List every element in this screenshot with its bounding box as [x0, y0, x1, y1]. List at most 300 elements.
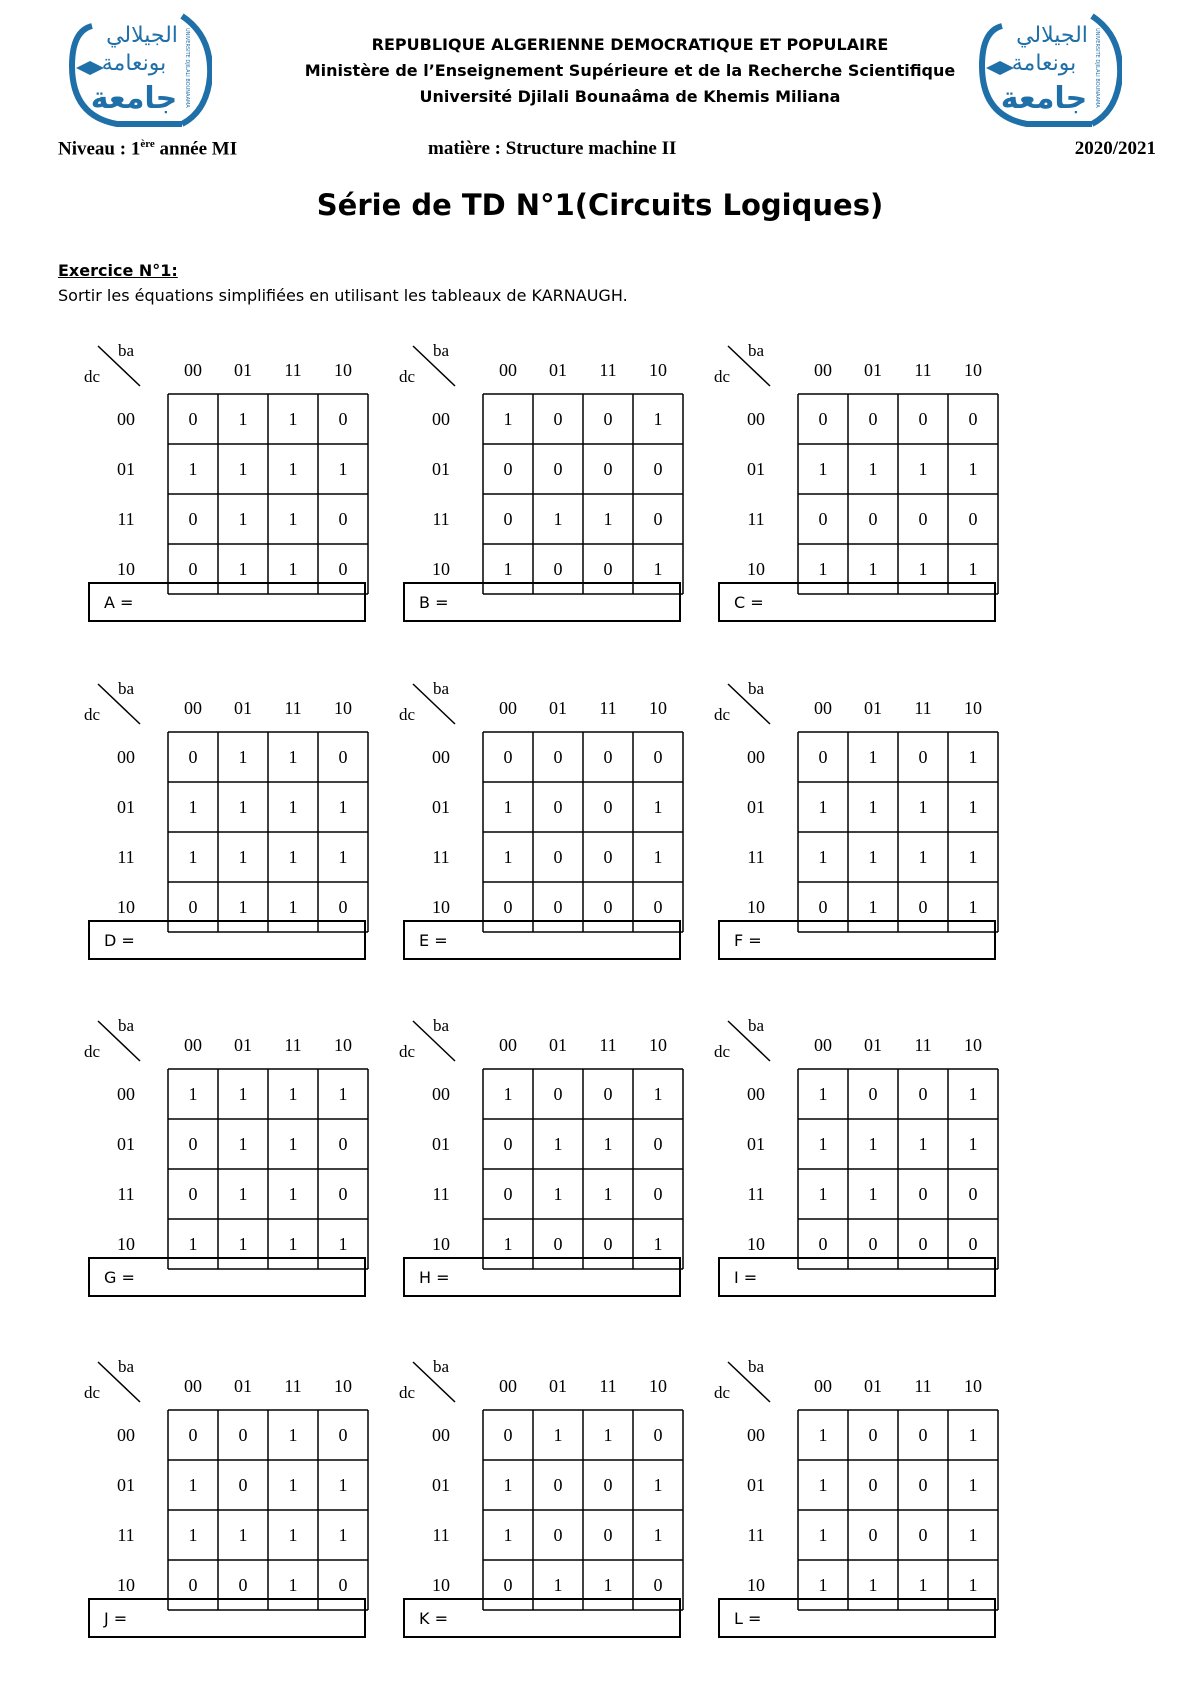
kmap-cell-value: 1	[238, 797, 248, 817]
kmap-column-header: 10	[334, 360, 352, 380]
kmap-column-header: 10	[964, 698, 982, 718]
kmap-column-header: 01	[549, 1376, 567, 1396]
kmap-column-header: 10	[649, 1376, 667, 1396]
kmap-cell-value: 0	[188, 1134, 198, 1154]
kmap-cell-value: 0	[818, 409, 828, 429]
kmap-cell-value: 0	[968, 409, 978, 429]
exercise-description: Sortir les équations simplifiées en utilisant les tableaux de KARNAUGH.	[58, 286, 628, 305]
karnaugh-table	[68, 1358, 368, 1598]
kmap-row-header: 10	[432, 559, 450, 579]
kmap-cell-value: 1	[238, 1134, 248, 1154]
equation-label: I =	[734, 1268, 758, 1287]
kmap-column-header: 10	[964, 1376, 982, 1396]
kmap-cell-value: 0	[338, 1425, 348, 1445]
kmap-cell-value: 1	[188, 1084, 198, 1104]
kmap-cell-value: 1	[238, 897, 248, 917]
kmap-cell-value: 1	[868, 1184, 878, 1204]
kmap-row-header: 10	[747, 1234, 765, 1254]
karnaugh-map	[383, 1017, 683, 1317]
kmap-row-variable: dc	[713, 705, 731, 724]
equation-label: E =	[419, 931, 448, 950]
kmap-cell-value: 1	[553, 1575, 563, 1595]
kmap-cell-value: 1	[603, 1575, 613, 1595]
header-university: Université Djilali Bounaâma de Khemis Miliana	[419, 87, 841, 106]
kmap-row-header: 10	[432, 1575, 450, 1595]
kmap-cell-value: 1	[288, 797, 298, 817]
header-republic: REPUBLIQUE ALGERIENNE DEMOCRATIQUE ET POPULAIRE	[371, 35, 889, 54]
subject-label: matière : Structure machine II	[428, 138, 677, 159]
svg-text:UNIVERSITE DJILALI BOUNAAMA: UNIVERSITE DJILALI BOUNAAMA	[184, 28, 190, 108]
kmap-column-header: 11	[284, 360, 302, 380]
kmap-row-header: 10	[747, 1575, 765, 1595]
karnaugh-map	[68, 680, 368, 980]
kmap-cell-value: 0	[918, 747, 928, 767]
kmap-cell-value: 1	[968, 559, 978, 579]
kmap-cell-value: 0	[503, 459, 513, 479]
kmap-column-header: 10	[334, 1035, 352, 1055]
kmap-cell-value: 1	[288, 459, 298, 479]
kmap-cell-value: 1	[603, 1184, 613, 1204]
kmap-cell-value: 1	[968, 1575, 978, 1595]
equation-answer-box[interactable]	[403, 582, 681, 622]
kmap-cell-value: 0	[603, 897, 613, 917]
kmap-cell-value: 1	[818, 1525, 828, 1545]
kmap-cell-value: 0	[918, 1184, 928, 1204]
kmap-cell-value: 1	[288, 847, 298, 867]
kmap-column-header: 10	[649, 360, 667, 380]
svg-text:الجيلالي: الجيلالي	[1016, 23, 1088, 48]
kmap-cell-value: 0	[553, 409, 563, 429]
svg-text:جامعة: جامعة	[1000, 81, 1088, 116]
kmap-cell-value: 1	[918, 797, 928, 817]
kmap-column-header: 00	[499, 1035, 517, 1055]
equation-label: A =	[104, 593, 134, 612]
kmap-cell-value: 1	[868, 797, 878, 817]
kmap-cell-value: 0	[188, 509, 198, 529]
kmap-column-header: 00	[814, 360, 832, 380]
kmap-row-header: 01	[432, 797, 450, 817]
kmap-cell-value: 1	[238, 747, 248, 767]
kmap-cell-value: 1	[188, 1525, 198, 1545]
kmap-row-variable: dc	[398, 1383, 416, 1402]
kmap-cell-value: 1	[868, 1134, 878, 1154]
kmap-column-header: 11	[914, 698, 932, 718]
kmap-cell-value: 0	[238, 1575, 248, 1595]
kmap-row-header: 01	[117, 459, 135, 479]
kmap-column-variable: ba	[117, 679, 135, 698]
kmap-cell-value: 0	[338, 1575, 348, 1595]
kmap-column-variable: ba	[117, 1357, 135, 1376]
kmap-cell-value: 1	[653, 1525, 663, 1545]
kmap-column-variable: ba	[747, 1016, 765, 1035]
kmap-row-header: 01	[747, 1134, 765, 1154]
karnaugh-map	[698, 342, 998, 642]
kmap-row-header: 00	[747, 1425, 765, 1445]
kmap-row-header: 01	[117, 797, 135, 817]
kmap-column-header: 11	[599, 360, 617, 380]
equation-answer-box[interactable]	[88, 920, 366, 960]
kmap-row-variable: dc	[713, 1042, 731, 1061]
kmap-cell-value: 0	[188, 559, 198, 579]
kmap-column-header: 00	[814, 1376, 832, 1396]
kmap-cell-value: 1	[338, 847, 348, 867]
karnaugh-table	[383, 1017, 683, 1257]
kmap-cell-value: 1	[818, 459, 828, 479]
kmap-cell-value: 0	[653, 897, 663, 917]
kmap-row-header: 10	[117, 559, 135, 579]
equation-answer-box[interactable]	[718, 920, 996, 960]
kmap-cell-value: 1	[238, 1084, 248, 1104]
kmap-cell-value: 1	[238, 1184, 248, 1204]
kmap-column-header: 10	[649, 1035, 667, 1055]
kmap-cell-value: 1	[603, 1134, 613, 1154]
exercise-title: Exercice N°1:	[58, 261, 178, 280]
kmap-cell-value: 0	[653, 1134, 663, 1154]
kmap-row-header: 00	[432, 1425, 450, 1445]
kmap-row-header: 11	[117, 509, 135, 529]
kmap-row-header: 11	[117, 847, 135, 867]
kmap-column-header: 11	[599, 1035, 617, 1055]
kmap-cell-value: 0	[338, 559, 348, 579]
kmap-cell-value: 1	[288, 409, 298, 429]
kmap-row-header: 00	[747, 1084, 765, 1104]
kmap-cell-value: 0	[603, 1084, 613, 1104]
kmap-cell-value: 0	[603, 459, 613, 479]
kmap-row-variable: dc	[83, 367, 101, 386]
kmap-row-header: 01	[432, 1134, 450, 1154]
kmap-column-header: 11	[914, 360, 932, 380]
kmap-cell-value: 0	[968, 509, 978, 529]
kmap-cell-value: 0	[918, 1425, 928, 1445]
kmap-cell-value: 0	[238, 1475, 248, 1495]
karnaugh-map	[68, 1017, 368, 1317]
kmap-cell-value: 1	[818, 1475, 828, 1495]
kmap-cell-value: 1	[818, 1425, 828, 1445]
kmap-column-header: 10	[964, 360, 982, 380]
kmap-cell-value: 0	[868, 1475, 878, 1495]
kmap-cell-value: 1	[238, 559, 248, 579]
kmap-cell-value: 0	[603, 409, 613, 429]
kmap-cell-value: 0	[918, 1475, 928, 1495]
equation-label: H =	[419, 1268, 450, 1287]
kmap-column-header: 00	[184, 1376, 202, 1396]
academic-year: 2020/2021	[1074, 138, 1156, 159]
kmap-cell-value: 1	[338, 1234, 348, 1254]
kmap-cell-value: 1	[188, 797, 198, 817]
university-logo-right	[972, 6, 1122, 136]
kmap-cell-value: 1	[338, 797, 348, 817]
kmap-cell-value: 0	[338, 509, 348, 529]
kmap-row-header: 00	[432, 747, 450, 767]
kmap-row-header: 00	[432, 1084, 450, 1104]
kmap-cell-value: 0	[653, 747, 663, 767]
kmap-cell-value: 1	[818, 1184, 828, 1204]
kmap-cell-value: 1	[818, 797, 828, 817]
kmap-row-header: 01	[432, 459, 450, 479]
kmap-column-header: 10	[649, 698, 667, 718]
kmap-cell-value: 0	[553, 847, 563, 867]
kmap-cell-value: 0	[868, 409, 878, 429]
kmap-cell-value: 0	[188, 897, 198, 917]
kmap-cell-value: 1	[918, 847, 928, 867]
kmap-row-variable: dc	[83, 705, 101, 724]
kmap-cell-value: 0	[188, 1575, 198, 1595]
level-label: Niveau : 1ère année MI	[58, 138, 238, 160]
kmap-row-header: 00	[117, 1425, 135, 1445]
kmap-row-header: 10	[117, 1234, 135, 1254]
svg-text:بونعامة: بونعامة	[1011, 51, 1077, 76]
kmap-cell-value: 1	[338, 459, 348, 479]
kmap-column-header: 00	[184, 1035, 202, 1055]
kmap-cell-value: 1	[968, 1084, 978, 1104]
kmap-column-header: 01	[549, 1035, 567, 1055]
kmap-cell-value: 0	[503, 1575, 513, 1595]
kmap-cell-value: 1	[603, 1425, 613, 1445]
equation-label: B =	[419, 593, 449, 612]
kmap-cell-value: 1	[868, 747, 878, 767]
kmap-column-header: 00	[499, 360, 517, 380]
kmap-cell-value: 0	[503, 897, 513, 917]
kmap-cell-value: 1	[338, 1084, 348, 1104]
kmap-cell-value: 0	[553, 747, 563, 767]
kmap-row-variable: dc	[398, 367, 416, 386]
kmap-cell-value: 0	[553, 1475, 563, 1495]
svg-text:بونعامة: بونعامة	[101, 51, 167, 76]
kmap-cell-value: 0	[653, 1184, 663, 1204]
kmap-cell-value: 1	[968, 1475, 978, 1495]
institution-header	[270, 32, 990, 110]
equation-label: D =	[104, 931, 135, 950]
kmap-cell-value: 1	[868, 847, 878, 867]
kmap-column-header: 01	[234, 698, 252, 718]
equation-answer-box[interactable]	[88, 1257, 366, 1297]
karnaugh-table	[68, 1017, 368, 1257]
kmap-cell-value: 0	[503, 509, 513, 529]
svg-text:UNIVERSITE DJILALI BOUNAAMA: UNIVERSITE DJILALI BOUNAAMA	[1094, 28, 1100, 108]
kmap-row-header: 11	[747, 509, 765, 529]
kmap-cell-value: 0	[503, 1425, 513, 1445]
kmap-cell-value: 1	[918, 559, 928, 579]
kmap-column-variable: ba	[117, 341, 135, 360]
kmap-cell-value: 1	[188, 459, 198, 479]
kmap-row-header: 00	[117, 747, 135, 767]
kmap-cell-value: 0	[188, 1184, 198, 1204]
kmap-column-header: 10	[964, 1035, 982, 1055]
kmap-cell-value: 1	[818, 1134, 828, 1154]
kmap-row-header: 11	[117, 1184, 135, 1204]
equation-label: G =	[104, 1268, 135, 1287]
kmap-cell-value: 1	[288, 897, 298, 917]
kmap-cell-value: 1	[503, 1084, 513, 1104]
kmap-column-variable: ba	[747, 341, 765, 360]
karnaugh-map	[383, 342, 683, 642]
kmap-cell-value: 0	[553, 459, 563, 479]
kmap-cell-value: 1	[238, 409, 248, 429]
kmap-column-header: 11	[284, 1035, 302, 1055]
kmap-cell-value: 0	[918, 409, 928, 429]
kmap-column-header: 00	[184, 698, 202, 718]
kmap-cell-value: 1	[868, 459, 878, 479]
kmap-cell-value: 0	[818, 1234, 828, 1254]
kmap-cell-value: 0	[653, 1575, 663, 1595]
kmap-cell-value: 1	[968, 1525, 978, 1545]
kmap-column-header: 01	[549, 698, 567, 718]
kmap-column-header: 10	[334, 1376, 352, 1396]
karnaugh-map	[383, 680, 683, 980]
kmap-cell-value: 0	[603, 1525, 613, 1545]
kmap-cell-value: 0	[238, 1425, 248, 1445]
kmap-cell-value: 1	[188, 1475, 198, 1495]
kmap-cell-value: 0	[653, 1425, 663, 1445]
kmap-cell-value: 1	[503, 409, 513, 429]
kmap-row-header: 01	[747, 459, 765, 479]
kmap-cell-value: 1	[603, 509, 613, 529]
kmap-row-variable: dc	[398, 1042, 416, 1061]
kmap-row-header: 11	[432, 509, 450, 529]
kmap-column-variable: ba	[747, 1357, 765, 1376]
kmap-cell-value: 0	[968, 1184, 978, 1204]
kmap-cell-value: 1	[653, 797, 663, 817]
karnaugh-table	[383, 1358, 683, 1598]
kmap-cell-value: 1	[818, 1575, 828, 1595]
kmap-column-header: 00	[499, 1376, 517, 1396]
kmap-column-variable: ba	[432, 1357, 450, 1376]
kmap-row-header: 11	[747, 1184, 765, 1204]
kmap-column-header: 01	[234, 1035, 252, 1055]
kmap-cell-value: 1	[288, 1475, 298, 1495]
kmap-cell-value: 0	[603, 1475, 613, 1495]
kmap-row-header: 10	[747, 559, 765, 579]
kmap-row-header: 10	[117, 1575, 135, 1595]
kmap-cell-value: 1	[818, 847, 828, 867]
karnaugh-table	[698, 1017, 998, 1257]
equation-answer-box[interactable]	[718, 1257, 996, 1297]
kmap-cell-value: 1	[818, 559, 828, 579]
karnaugh-map	[383, 1358, 683, 1658]
kmap-row-header: 01	[117, 1134, 135, 1154]
kmap-cell-value: 1	[968, 897, 978, 917]
kmap-row-header: 00	[117, 1084, 135, 1104]
kmap-cell-value: 0	[338, 1134, 348, 1154]
kmap-row-header: 10	[747, 897, 765, 917]
kmap-cell-value: 1	[288, 1425, 298, 1445]
kmap-cell-value: 1	[653, 409, 663, 429]
karnaugh-map	[68, 1358, 368, 1658]
kmap-cell-value: 1	[968, 847, 978, 867]
karnaugh-map	[698, 680, 998, 980]
kmap-cell-value: 1	[968, 459, 978, 479]
kmap-cell-value: 1	[288, 1575, 298, 1595]
karnaugh-table	[698, 680, 998, 920]
karnaugh-table	[383, 680, 683, 920]
kmap-column-header: 00	[184, 360, 202, 380]
kmap-column-variable: ba	[432, 1016, 450, 1035]
kmap-cell-value: 1	[503, 847, 513, 867]
karnaugh-map	[698, 1358, 998, 1658]
kmap-column-header: 01	[864, 698, 882, 718]
kmap-cell-value: 0	[188, 409, 198, 429]
kmap-row-header: 00	[117, 409, 135, 429]
equation-answer-box[interactable]	[718, 1598, 996, 1638]
kmap-row-header: 11	[432, 1184, 450, 1204]
kmap-cell-value: 1	[188, 1234, 198, 1254]
kmap-cell-value: 0	[553, 1084, 563, 1104]
kmap-cell-value: 1	[918, 459, 928, 479]
kmap-cell-value: 1	[653, 1234, 663, 1254]
page-title: Série de TD N°1(Circuits Logiques)	[316, 188, 884, 222]
kmap-cell-value: 0	[918, 1234, 928, 1254]
kmap-cell-value: 1	[288, 1134, 298, 1154]
kmap-cell-value: 1	[238, 509, 248, 529]
kmap-cell-value: 1	[288, 1084, 298, 1104]
equation-answer-box[interactable]	[403, 1598, 681, 1638]
kmap-row-header: 10	[117, 897, 135, 917]
kmap-column-header: 01	[864, 1035, 882, 1055]
equation-answer-box[interactable]	[88, 582, 366, 622]
kmap-cell-value: 1	[818, 1084, 828, 1104]
kmap-cell-value: 0	[603, 797, 613, 817]
karnaugh-table	[383, 342, 683, 582]
equation-answer-box[interactable]	[403, 920, 681, 960]
equation-label: L =	[734, 1609, 762, 1628]
kmap-column-variable: ba	[432, 679, 450, 698]
kmap-column-header: 00	[814, 1035, 832, 1055]
equation-label: F =	[734, 931, 762, 950]
kmap-row-header: 01	[747, 1475, 765, 1495]
equation-answer-box[interactable]	[88, 1598, 366, 1638]
kmap-column-header: 11	[599, 698, 617, 718]
kmap-row-header: 11	[432, 847, 450, 867]
kmap-cell-value: 0	[868, 1234, 878, 1254]
kmap-column-header: 01	[234, 1376, 252, 1396]
kmap-cell-value: 0	[338, 409, 348, 429]
kmap-cell-value: 1	[503, 1234, 513, 1254]
kmap-column-variable: ba	[747, 679, 765, 698]
kmap-column-header: 11	[914, 1035, 932, 1055]
kmap-cell-value: 0	[868, 1084, 878, 1104]
kmap-cell-value: 1	[288, 1184, 298, 1204]
kmap-cell-value: 0	[818, 747, 828, 767]
kmap-cell-value: 0	[918, 1525, 928, 1545]
kmap-cell-value: 0	[818, 509, 828, 529]
kmap-row-header: 11	[747, 847, 765, 867]
kmap-cell-value: 0	[553, 797, 563, 817]
kmap-cell-value: 1	[238, 459, 248, 479]
karnaugh-table	[698, 1358, 998, 1598]
kmap-cell-value: 1	[503, 1475, 513, 1495]
kmap-cell-value: 1	[918, 1575, 928, 1595]
kmap-row-header: 00	[747, 747, 765, 767]
kmap-row-header: 01	[117, 1475, 135, 1495]
kmap-column-header: 11	[284, 698, 302, 718]
kmap-cell-value: 1	[653, 1084, 663, 1104]
kmap-cell-value: 1	[968, 797, 978, 817]
equation-answer-box[interactable]	[718, 582, 996, 622]
kmap-cell-value: 1	[553, 1425, 563, 1445]
kmap-cell-value: 0	[188, 747, 198, 767]
kmap-cell-value: 0	[603, 747, 613, 767]
kmap-column-header: 11	[599, 1376, 617, 1396]
kmap-cell-value: 1	[503, 559, 513, 579]
university-logo-left	[62, 6, 212, 136]
kmap-row-header: 01	[747, 797, 765, 817]
kmap-cell-value: 1	[288, 1525, 298, 1545]
kmap-cell-value: 0	[503, 1184, 513, 1204]
kmap-cell-value: 1	[968, 1425, 978, 1445]
kmap-cell-value: 0	[868, 509, 878, 529]
kmap-row-header: 11	[747, 1525, 765, 1545]
equation-answer-box[interactable]	[403, 1257, 681, 1297]
